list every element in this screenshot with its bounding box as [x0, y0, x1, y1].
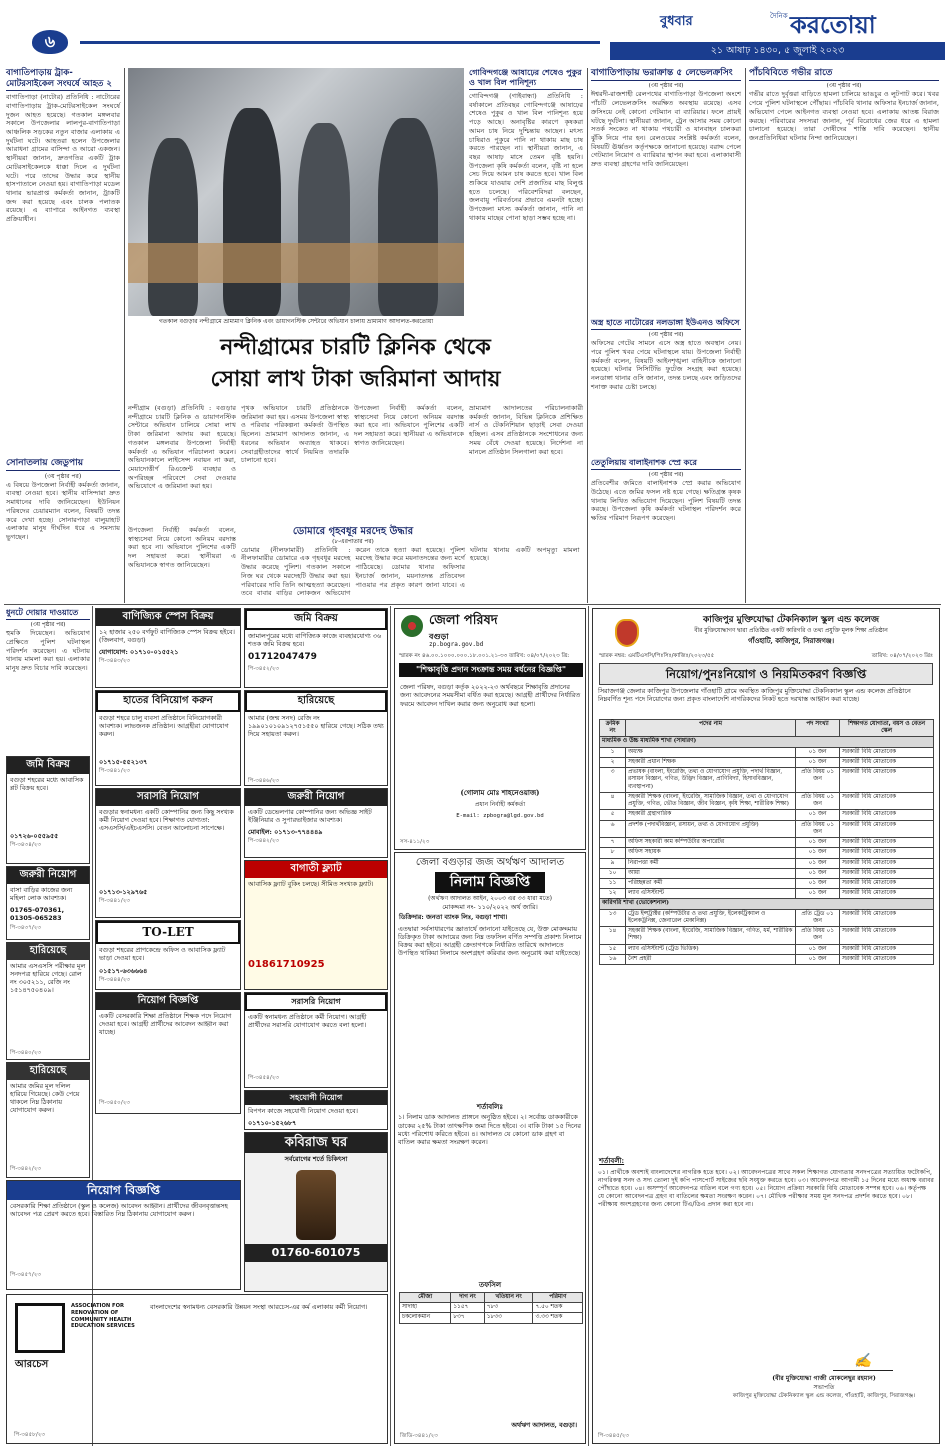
story-body: প্রতিবেশীর জমিতে বালাইনাশক স্প্রে করার অভিযোগ উঠেছে। এতে জমির ফসল নষ্ট হয়ে গেছে। ক্ষতিগ্রস্ত কৃষক থানায় লিখিত অভিযোগ দিয়েছেন। পুলিশ বিষয়টি তদন্ত করছে। উপজেলা কৃষি কর্মকর্তা ঘটনাস্থল পরিদর্শন করে ক্ষতির পরিমাণ নিরূপণ করেছেন।: [591, 479, 741, 523]
ad-contact: ০১৭১৩-১২৯৭৬৫: [99, 887, 148, 896]
story-title: তেতুলিয়ায় বালাইনাশক স্প্রে করে: [591, 458, 741, 470]
table-cell: ৩: [600, 768, 626, 793]
masthead-brand: করতোয়া: [790, 11, 876, 39]
table-cell: ২: [600, 757, 626, 767]
table-cell: সরকারী বিধি মোতাবেক: [840, 944, 934, 954]
ad-body: বগুড়ার স্বনামধন্য একটি কোম্পানির জন্য কিছু সংখ্যক কর্মী নিয়োগ দেওয়া হবে। শিক্ষাগত যোগ্যতা: এসএসসি/এইচএসসি। বেতন আলোচনা সাপেক্ষে।: [99, 807, 234, 833]
ad-body: বগুড়া শহরে চালু ব্যবসা প্রতিষ্ঠানে বিনিয়োগকারী আবশ্যক। লাভজনক প্রতিষ্ঠান। আগ্রহীরা যোগাযোগ করুন।: [99, 713, 229, 739]
table-cell: ১১: [600, 878, 626, 888]
ad-title: সহযোগী নিয়োগ: [245, 1091, 387, 1105]
story-body: হুমকি দিয়েছেন। অভিযোগ প্রেক্ষিতে পুলিশ ঘটনাস্থল পরিদর্শন করেছেন। এ ঘটনায় থানায় মামলা করা হয়। এলাকার মানুষ দ্রুত বিচার দাবি করেছেন।: [6, 629, 90, 673]
ad-contact: ০১৫১৭-৬৩৬৬৬৪: [99, 966, 148, 975]
ad-contact: যোগাযোগ: ০১৭১০-০১৫৫২১: [99, 648, 179, 657]
nandigram-body-4: ভ্রাম্যমাণ আদালতের পরিচালনাকারী কর্মকর্তা জানান, বিভিন্ন ক্লিনিকে প্রশিক্ষিত নার্স ও টেকনিশিয়ান ছাড়াই সেবা দেওয়া হচ্ছিল। এসব প্রতিষ্ঠানকে সংশোধনের জন্য সময় বেঁধে দেওয়া হয়েছে। নির্দেশনা না মানলে প্রতিষ্ঠান সিলগালা করা হবে।: [469, 404, 583, 456]
zila-parishad-notice: [394, 608, 586, 850]
cell: ৭৮৩: [484, 1303, 533, 1313]
ad-title: বাগাতী ফ্ল্যাট: [245, 861, 387, 878]
schedule-col: মৌজা: [400, 1293, 451, 1303]
table-cell: ১: [600, 747, 626, 757]
table-cell: ৮: [600, 848, 626, 858]
ad-lost-1: [244, 690, 388, 786]
table-cell: সরকারী বিধি মোতাবেক: [840, 878, 934, 888]
ad-bagatipara-flat: [244, 860, 388, 990]
story-title: গোবিন্দগঞ্জে আষাঢ়ের শেষেও পুকুর ও খাল বিল পানিশূন্য: [469, 68, 583, 90]
table-cell: ১৫: [600, 944, 626, 954]
story-gobindaganj: [469, 68, 583, 333]
story-body: এ বিষয়ে উপজেলা নির্বাহী কর্মকর্তা জানান, ব্যবস্থা নেওয়া হবে। স্থানীয় বাসিন্দারা দ্রুত সমাধানের দাবি জানিয়েছেন। ইউনিয়ন পরিষদের চেয়ারম্যান বলেন, বিষয়টি তদন্ত করে দেখা হচ্ছে। সোনারপাড়া বালুয়াহাট এলাকার মানুষ দীর্ঘদিন ধরে এ সমস্যায় ভুগছেন।: [6, 480, 120, 541]
ad-body: আমার (জন্ম সনদ) রেজি নং ১৯৯০১০১০৯১২৭৫১৫৫০ হারিয়ে গেছে। সঠিক তথ্য দিয়ে সহায়তা করুন।: [248, 713, 384, 739]
kazipur-logo-icon: [615, 619, 639, 647]
story-subtitle: (৩য় পৃষ্ঠার পর): [648, 472, 684, 478]
ad-body: আমার এসএসসি পরীক্ষার মূল সনদপত্র হারিয়ে গেছে। রোল নং ৩০৫২১১, রেজি নং ১৫১৪৭৫০৪০৯।: [10, 961, 86, 995]
table-cell: প্রদর্শক (পদার্থবিজ্ঞান, রসায়ন, তথ্য ও যোগাযোগ প্রযুক্তি): [626, 820, 796, 837]
ad-title: জরুরী নিয়োগ: [245, 789, 387, 806]
ad-body: ১২ হাজার ২৫০ বর্গফুট বাণিজ্যিক স্পেস বিক্রয় হইবে। (জিলবাগ, বগুড়া): [99, 627, 235, 644]
kazipur-memo-date: তারিখ: ০৪/০৭/২০২৩ খ্রিঃ: [871, 653, 933, 659]
cell: সাদাহা: [400, 1303, 451, 1313]
bd-emblem-icon: [401, 615, 423, 637]
table-cell: প্রতি বিষয় ০১ জন: [796, 927, 840, 944]
ad-ref: জিডি-৩৪৪১/২৩: [400, 1433, 438, 1440]
table-cell: সহকারী গ্রন্থাগারিক: [626, 810, 796, 820]
story-body: ঈশ্বরদী-রাজশাহী রেলপথের বাগাতিপাড়া উপজেলা অংশে পাঁচটি লেভেলক্রসিং অরক্ষিত অবস্থায় রয়েছে। এসব ক্রসিংয়ে নেই কোনো গেটম্যান বা ব্যারিয়ার। ফলে প্রায়ই ঘটছে দুর্ঘটনা। স্থানীয়রা জানান, ট্রেন আসার সময় কোনো সতর্ক সংকেত না থাকায় পথচারী ও যানবাহন চালকরা ঝুঁকি নিয়ে পার হন। রেলওয়ের সংশ্লিষ্ট কর্মকর্তা বলেন, বিষয়টি ঊর্ধ্বতন কর্তৃপক্ষকে জানানো হয়েছে। বরাদ্দ পেলে গেটম্যান নিয়োগ ও ব্যারিয়ার স্থাপন করা হবে। এলাকাবাসী দ্রুত ব্যবস্থা গ্রহণের দাবি জানিয়েছেন।: [591, 90, 741, 169]
table-cell: আয়া: [626, 868, 796, 878]
ad-land-sale-2: [6, 756, 90, 864]
story-body: ডোমার (নীলফামারী) প্রতিনিধি : নীলফামারীর ডোমারে এক গৃহবধূর মরদেহ উদ্ধার করেছে পুলিশ। গতকাল সকালে নিজ ঘর থেকে মরদেহটি উদ্ধার করা হয়। পরিবারের দাবি তিনি আত্মহত্যা করেছেন। তবে বাবার বাড়ির লোকজন অভিযোগ করেন তাকে হত্যা করা হয়েছে। পুলিশ মরদেহ উদ্ধার করে ময়নাতদন্তের জন্য মর্গে পাঠিয়েছে। ডোমার থানার অফিসার ইনচার্জ জানান, ময়নাতদন্ত প্রতিবেদন পাওয়ার পর প্রকৃত কারণ জানা যাবে। এ ঘটনায় থানায় একটি অপমৃত্যু মামলা হয়েছে।: [241, 545, 580, 598]
table-cell: সরকারী বিধি মোতাবেক: [840, 810, 934, 820]
table-cell: সরকারী বিধি মোতাবেক: [840, 757, 934, 767]
ad-subtitle: সর্বরোগের শর্তে চিকিৎসা: [284, 1155, 348, 1164]
table-cell: ০১ জন: [796, 838, 840, 848]
ad-body: বাংলাদেশের স্বনামধন্য বেসরকারি উন্নয়ন সংস্থা আরচেস-এর কর্ম এলাকায় কর্মী নিয়োগ।: [150, 1303, 368, 1311]
kazipur-institution: কাজিপুর মুক্তিযোদ্ধা টেকনিক্যাল স্কুল এন্ড কলেজ: [702, 615, 880, 625]
ad-title: জরুরী নিয়োগ: [7, 867, 89, 884]
ad-title: নিয়োগ বিজ্ঞপ্তি: [96, 993, 240, 1010]
table-col: ক্রমিক নং: [600, 720, 626, 737]
kazipur-signer-role: সভাপতি: [813, 1384, 835, 1391]
schedule-col: খতিয়ান নং: [484, 1293, 533, 1303]
table-row: [600, 944, 934, 954]
story-bagatipara-accident: [6, 68, 120, 448]
ad-lost-3: [6, 1062, 90, 1178]
nandigram-body-2: পৃথক অভিযানে চারটি প্রতিষ্ঠানকে জরিমানা করা হয়। এসময় উপজেলা স্বাস্থ্য ও পরিবার পরিকল্পনা কর্মকর্তা উপস্থিত ছিলেন। ভ্রাম্যমাণ আদালত জানান, এ ধরনের অভিযান অব্যাহত থাকবে। সেবাগ্রহীতাদের স্বার্থে নিয়মিত তদারকি চালানো হবে।: [241, 404, 349, 465]
nandigram-body-cont: উপজেলা নির্বাহী কর্মকর্তা বলেন, স্বাস্থ্যসেবা নিয়ে কোনো অনিয়ম বরদাস্ত করা হবে না। অভিযানে পুলিশের একটি দল সহায়তা করে। স্থানীয়রা এ অভিযানকে স্বাগত জানিয়েছেন।: [128, 526, 236, 569]
ad-ref: পি-৩৪৪৬/২৩: [248, 777, 279, 784]
table-row: [600, 848, 934, 858]
nilam-subtitle: (অর্থঋণ আদালত আইন, ২০০৩ এর ৩৩ ধারা মতে): [428, 895, 552, 902]
arches-name: ASSOCIATION FOR RENOVATION OF COMMUNITY HEALTH EDUCATION SERVICES: [71, 1303, 135, 1330]
table-cell: ০১ জন: [796, 944, 840, 954]
zila-email: E-mail: zpbogra@lgd.gov.bd: [456, 813, 544, 819]
ad-ref: পি-৩৪৩৪/২৩: [10, 841, 41, 848]
table-row: [600, 889, 934, 899]
table-cell: প্রভাষক (বাংলা, ইংরেজি, তথ্য ও যোগাযোগ প্রযুক্তি, পদার্থ বিজ্ঞান, রসায়ন বিজ্ঞান, গণিত, উদ্ভিদ বিজ্ঞান, প্রাণিবিদ্যা, হিসাববিজ্ঞান, ব্যবস্থাপনা): [626, 768, 796, 793]
table-cell: সরকারী বিধি মোতাবেক: [840, 820, 934, 837]
story-subtitle: (৩য় পৃষ্ঠার পর): [648, 332, 684, 338]
kazipur-signer-address: কাজিপুর মুক্তিযোদ্ধা টেকনিক্যাল স্কুল এন্ড কলেজ, গাঁওহাটি, কাজিপুর, সিরাজগঞ্জ।: [732, 1393, 916, 1399]
ad-contact: ০১৭২৬-০৫৫৯৫৫: [10, 831, 59, 840]
nilam-case: মোকদ্দমা নং- ১১০/২০২২ অর্থ জারি।: [442, 902, 538, 911]
story-natore-uno: [591, 318, 741, 456]
nandigram-photo: [128, 68, 464, 316]
story-bagatipara-levelcrossing: [591, 68, 741, 313]
zila-signer-role: প্রধান নির্বাহী কর্মকর্তা: [474, 801, 526, 808]
table-row: [600, 792, 934, 809]
ad-body: একটি স্বনামধন্য প্রতিষ্ঠানে কর্মী নিয়োগ। আগ্রহী প্রার্থীদের সরাসরি যোগাযোগ করতে বলা হলো।: [248, 1013, 367, 1030]
table-row: [600, 878, 934, 888]
table-cell: সরকারী বিধি মোতাবেক: [840, 768, 934, 793]
table-col: শিক্ষাগত যোগ্যতা, বয়স ও বেতন স্কেল: [840, 720, 934, 737]
ad-title: জমি বিক্রয়: [7, 757, 89, 774]
table-cell: ল্যাব এসিস্ট্যান্ট: [626, 889, 796, 899]
story-title: বাগাতিপাড়ায় ভরাক্রান্ত ৫ লেভেলক্রসিং: [591, 68, 741, 81]
nandigram-body-3: উপজেলা নির্বাহী কর্মকর্তা বলেন, স্বাস্থ্যসেবা নিয়ে কোনো অনিয়ম বরদাস্ত করা হবে না। অভিযানে পুলিশের একটি দল সহায়তা করে। স্থানীয়রা এ অভিযানকে স্বাগত জানিয়েছেন।: [354, 404, 464, 447]
ad-ref: পি-৩৪৪৪/২৩: [99, 976, 130, 983]
nilam-title: নিলাম বিজ্ঞপ্তি: [435, 872, 545, 894]
arches-logo-icon: [15, 1303, 65, 1353]
table-cell: সরকারী বিধি মোতাবেক: [840, 909, 934, 926]
table-cell: ০১ জন: [796, 757, 840, 767]
masthead-rule: [80, 41, 600, 44]
table-cell: সরকারী বিধি মোতাবেক: [840, 927, 934, 944]
ad-ref: পি-৩৪৫৮/২৩: [14, 1432, 45, 1439]
ad-title: জমি বিক্রয়: [245, 609, 387, 630]
table-cell: সরকারী বিধি মোতাবেক: [840, 858, 934, 868]
table-row: [600, 954, 934, 964]
zila-place: বগুড়া: [429, 631, 449, 641]
masthead-brand-small: দৈনিক: [770, 12, 788, 20]
zila-title: জেলা পরিষদ: [429, 613, 498, 628]
ad-small-notice: [244, 992, 388, 1088]
ad-land-sale-1: [244, 608, 388, 688]
ad-direct-hiring: [95, 788, 241, 918]
table-row: [600, 747, 934, 757]
ad-to-let: [95, 920, 241, 990]
ad-arches: [6, 1294, 388, 1444]
ad-body: বিপণন কাজে সহযোগী নিয়োগ দেওয়া হবে।: [248, 1107, 358, 1115]
table-section-row: [600, 737, 934, 747]
table-cell: ৫: [600, 810, 626, 820]
section-label: মাধ্যমিক ও উচ্চ মাধ্যমিক শাখা (সাধারণ): [600, 737, 934, 747]
story-subtitle: (৩য় পৃষ্ঠার পর): [30, 622, 66, 628]
cell: ১৮৩৩: [484, 1313, 533, 1323]
story-domar: [241, 526, 580, 603]
kazipur-signer: (বীর মুক্তিযোদ্ধা গাজী মোকলেছুর রহমান): [772, 1375, 876, 1382]
table-cell: ০১ জন: [796, 858, 840, 868]
ad-body: জামালপুরের মধ্যে বাণিজ্যিক কাজে ব্যবহারযোগ্য ৩৬ শতক জমি বিক্রয় হবে।: [248, 631, 382, 648]
nandigram-body-1: নন্দীগ্রাম (বগুড়া) প্রতিনিধি : বগুড়ার নন্দীগ্রামে চারটি ক্লিনিক ও ডায়াগনস্টিক সেন্টারে অভিযান চালিয়ে সোয়া লাখ টাকা জরিমানা আদায় করা হয়েছে। গতকাল মঙ্গলবার উপজেলা নির্বাহী কর্মকর্তা এ অভিযান পরিচালনা করেন। অভিযানকালে লাইসেন্স নবায়ন না করা, মেয়াদোত্তীর্ণ রিএজেন্ট ব্যবহার ও অপরিচ্ছন্ন পরিবেশে সেবা দেওয়ার অভিযোগে এ জরিমানা করা হয়।: [128, 404, 236, 491]
ad-lost-2: [6, 942, 90, 1060]
ad-contact: 01712047479: [248, 652, 317, 663]
ad-ref: পি-৩৪৪১/২৩: [99, 767, 130, 774]
story-body: গভীর রাতে দুর্বৃত্তরা বাড়িতে হামলা চালিয়ে ভাঙচুর ও লুটপাট করে। খবর পেয়ে পুলিশ ঘটনাস্থলে পৌঁছায়। পাঁচবিবি থানার অফিসার ইনচার্জ জানান, অভিযোগ পেলে আইনগত ব্যবস্থা নেওয়া হবে। এলাকায় আতঙ্ক বিরাজ করছে। পরিবারের সদস্যরা জানান, পূর্ব বিরোধের জের ধরে এ হামলা চালানো হয়েছে। তারা দোষীদের শাস্তি দাবি করেছেন। স্থানীয় জনপ্রতিনিধিরা ঘটনার নিন্দা জানিয়েছেন।: [749, 90, 939, 142]
ad-body: একটি বেসরকারি শিক্ষা প্রতিষ্ঠানে শিক্ষক পদে নিয়োগ দেওয়া হবে। আগ্রহী প্রার্থীদের আবেদন আহ্বান করা যাচ্ছে।: [99, 1011, 232, 1037]
ad-body: বেসরকারি শিক্ষা প্রতিষ্ঠানে (স্কুল ও কলেজ) আবেদন আহ্বান। প্রার্থীদের জীবনবৃত্তান্তসহ আবেদন পত্র প্রেরণ করতে হবে। বিস্তারিত নিম্ন ঠিকানায় যোগাযোগ করুন।: [10, 1202, 228, 1219]
ad-title: TO-LET: [96, 921, 240, 944]
table-col: পদের নাম: [626, 720, 796, 737]
ad-contact: ০১৭১৫-৫৫২১৩৭: [99, 757, 148, 766]
table-cell: সরকারী বিধি মোতাবেক: [840, 792, 934, 809]
table-cell: ০১ জন: [796, 889, 840, 899]
ad-title: সরাসরি নিয়োগ: [96, 789, 240, 806]
story-title: সোনাতলায় জেডুপায়: [6, 458, 120, 471]
nilam-signer: অর্থঋণ আদালত, বগুড়া।: [511, 1421, 577, 1429]
ad-ref: পি-৩৪৫২/২৩: [248, 665, 279, 672]
table-row: [600, 909, 934, 926]
table-cell: সরকারী বিধি মোতাবেক: [840, 889, 934, 899]
table-section-row: [600, 899, 934, 909]
photo-caption: গতকাল বগুড়ার নন্দীগ্রামে ভ্রাম্যমাণ ক্লিনিক এবং ডায়াগনস্টিক সেন্টারে অভিযান চালায় ভ্রাম্যমাণ আদালত-করতোয়া: [158, 318, 434, 325]
table-cell: ০১ জন: [796, 747, 840, 757]
story-dhunat: [6, 608, 90, 754]
table-cell: ৭: [600, 838, 626, 848]
nilam-schedule-title: তফসিল: [478, 1280, 502, 1290]
table-cell: ০১ জন: [796, 954, 840, 964]
nandigram-headline: [128, 332, 583, 400]
masthead-date-bar: ২১ আষাঢ় ১৪৩০, ৫ জুলাই ২০২৩: [610, 42, 945, 60]
masthead-day: বুধবার: [660, 14, 693, 29]
ad-contact: 01760-601075: [245, 1244, 387, 1262]
ad-title: সরাসরি নিয়োগ: [245, 993, 387, 1011]
nilam-terms: ১। নিলাম ডাক আদালত প্রাঙ্গনে অনুষ্ঠিত হইবে। ২। সর্বোচ্চ ডাককারীকে ডাকের ২৫% টাকা তাৎক্ষণিক জমা দিতে হইবে। ৩। বাকি টাকা ১৫ দিনের মধ্যে পরিশোধ করিতে হইবে। ৪। আদালত যে কোনো ডাক গ্রহণ বা বাতিল করার ক্ষমতা সংরক্ষণ করেন।: [398, 1113, 581, 1147]
ad-body: আমার জমির মূল দলিল হারিয়ে গিয়েছে। কেউ পেয়ে থাকলে নিম্ন ঠিকানায় যোগাযোগ করুন।: [10, 1081, 80, 1115]
ad-ref: পি-৩৪৪৩/২৩: [99, 658, 130, 665]
ad-title: বাণিজ্যিক স্পেস বিক্রয়: [96, 609, 240, 626]
cell: ৮৩৭: [451, 1313, 484, 1323]
table-row: [600, 757, 934, 767]
table-cell: প্রতি ট্রেড ০১ জন: [796, 909, 840, 926]
ad-title: কবিরাজ ঘর: [245, 1133, 387, 1153]
ad-contact: মোবাইল: ০১৭১৩-৭৭৪৪৪৯: [248, 828, 323, 837]
story-body: বাগাতিপাড়া (নাটোর) প্রতিনিধি : নাটোরের বাগাতিপাড়ায় ট্রাক-মোটরসাইকেল সংঘর্ষে দুজন আহত হয়েছে। গতকাল মঙ্গলবার সকালে উপজেলার লালপুর-বাগাতিপাড়া আঞ্চলিক সড়কের নতুন বাজার এলাকায় এ দুর্ঘটনা ঘটে। আহতরা হলেন উপজেলার আরাধনা গ্রামের বাসিন্দা ও আরো একজন। স্থানীয়রা জানান, দ্রুতগতির একটি ট্রাক মোটরসাইকেলকে ধাক্কা দিলে এ দুর্ঘটনা ঘটে। পরে তাদের উদ্ধার করে স্থানীয় হাসপাতালে নেওয়া হয়। বাগাতিপাড়া মডেল থানার ভারপ্রাপ্ত কর্মকর্তা জানান, ট্রাকটি জব্দ করা হয়েছে এবং চালক পলাতক রয়েছে। এ ব্যাপারে আইনগত ব্যবস্থা প্রক্রিয়াধীন।: [6, 93, 120, 224]
table-cell: অফিস সহায়ক: [626, 848, 796, 858]
story-sonatola: [6, 458, 120, 603]
ad-body: আবাসিক ফ্ল্যাট বুকিং চলছে। সীমিত সংখ্যক ফ্ল্যাট।: [248, 879, 374, 888]
table-cell: ০১ জন: [796, 810, 840, 820]
herb-image-icon: [296, 1170, 336, 1240]
schedule-col: দাগ নং: [451, 1293, 484, 1303]
ad-title: হারিয়েছে: [7, 1063, 89, 1080]
ad-ref: পি-৩৪৪২/২৩: [10, 1165, 41, 1172]
nilam-court: জেলা বগুড়ার জজ অর্থঋণ আদালত: [415, 857, 565, 868]
story-body: গোবিন্দগঞ্জ (গাইবান্ধা) প্রতিনিধি : বর্ষাকালে প্রতিবছর গোবিন্দগঞ্জে আষাঢ়ের শেষেও পুকুর ও খাল বিল পানিশূন্য হয়ে পড়ে আছে। অনাবৃষ্টির কারণে কৃষকরা আমন চাষ নিয়ে দুশ্চিন্তায় আছেন। মৎস্য চাষিরাও পুকুরে পানি না থাকায় মাছ চাষ করতে পারছেন না। স্থানীয়রা জানান, এ বছর আষাঢ় মাসে তেমন বৃষ্টি হয়নি। উপজেলা কৃষি কর্মকর্তা বলেন, বৃষ্টি না হলে সেচ দিয়ে আমন চাষ করতে হবে। খাল বিল শুকিয়ে যাওয়ায় দেশি প্রজাতির মাছ বিলুপ্ত হতে চলেছে। পরিবেশবিদরা বলছেন, জলবায়ু পরিবর্তনের প্রভাবে এমনটা হচ্ছে। উপজেলা মৎস্য কর্মকর্তা জানান, পানি না থাকায় মাছের পোনা ছাড়া সম্ভব হচ্ছে না।: [469, 92, 583, 222]
ad-body: একটি ডেভেলপার কোম্পানির জন্য অভিজ্ঞ সাইট ইঞ্জিনিয়ার ও সুপারভাইজার আবশ্যক।: [248, 807, 372, 824]
table-cell: প্রতি বিষয় ০১ জন: [796, 768, 840, 793]
ad-contact: 01861710925: [248, 958, 325, 970]
ad-contact: ০১৭১০-১৫২৬৮৭: [248, 1119, 297, 1128]
table-cell: ১০: [600, 868, 626, 878]
story-title: ধুনটে দোয়ার দাওয়াতে: [6, 608, 90, 620]
story-title: পাঁচবিবিতে গভীর রাতে: [749, 68, 939, 81]
kazipur-intro: সিরাজগঞ্জ জেলার কাজিপুর উপজেলার গাঁওহাটি গ্রামে অবস্থিত কাজিপুর মুক্তিযোদ্ধা টেকনিক্যাল স্কুল এন্ড কলেজ প্রতিষ্ঠানে নিম্নবর্ণিত শূন্য পদে নিয়োগের জন্য প্রকৃত বাংলাদেশি নাগরিকদের নিকট হতে দরখাস্ত আহ্বান করা যাচ্ছে।: [598, 687, 911, 704]
arches-short: আরচেস: [15, 1359, 49, 1370]
ad-recruit-1: [95, 992, 241, 1114]
ad-ref: পি-৩৪৪০/২৩: [10, 1049, 41, 1056]
table-cell: ১৩: [600, 909, 626, 926]
ad-ref: পি-৩৪৩৭/২৩: [10, 924, 41, 931]
table-cell: ল্যাব এসিস্ট্যান্ট (ট্রেড ভিত্তিক): [626, 944, 796, 954]
signature-icon: ✍: [833, 1353, 893, 1371]
ad-title: হারিয়েছে: [7, 943, 89, 960]
table-cell: অধ্যক্ষ: [626, 747, 796, 757]
headline-line-1: নন্দীগ্রামের চারটি ক্লিনিক থেকে: [220, 335, 491, 360]
masthead: [0, 0, 945, 62]
ad-commercial-space: [95, 608, 241, 688]
table-cell: ট্রেড ইন্সট্রাক্টর (কম্পিউটার ও তথ্য প্রযুক্তি, ইলেকট্রিক্যাল ও ইলেকট্রনিক্স, জেনারেল মেকানিক্স): [626, 909, 796, 926]
kazipur-subline: বীর মুক্তিযোদ্ধাগণ দ্বারা প্রতিষ্ঠিত একটি কারিগরি ও তথ্য প্রযুক্তি মূলক শিক্ষা প্রতিষ্ঠান: [694, 628, 888, 634]
kazipur-recruitment: [592, 608, 940, 1444]
ad-kabiraj: [244, 1132, 388, 1292]
ad-urgent-hiring-1: [244, 788, 388, 858]
story-title: বাগাতিপাড়ায় ট্রাক-মোটরসাইকেল সংঘর্ষে আহত ২: [6, 68, 120, 91]
table-cell: সহকারী প্রধান শিক্ষক: [626, 757, 796, 767]
table-cell: ১৬: [600, 954, 626, 964]
table-cell: প্রতি বিষয় ০১ জন: [796, 820, 840, 837]
zila-headline: "শিক্ষাবৃত্তি প্রদান সংক্রান্ত সময় বর্ধনের বিজ্ঞপ্তি": [399, 663, 583, 677]
story-tetulia: [591, 458, 741, 603]
kazipur-address: গাঁওহাটি, কাজিপুর, সিরাজগঞ্জ।: [747, 637, 835, 645]
table-cell: প্রতি বিষয় ০১ জন: [796, 792, 840, 809]
ad-recruit-2: [6, 1180, 241, 1290]
kazipur-terms: ০১। প্রার্থীকে অবশ্যই বাংলাদেশের নাগরিক হতে হবে। ০২। আবেদনপত্রের সাথে সকল শিক্ষাগত যোগ্যতার সনদপত্রের সত্যায়িত ফটোকপি, নাগরিকত্ব সনদ ও সদ্য তোলা দুই কপি পাসপোর্ট সাইজের ছবি সংযুক্ত করতে হবে। ০৩। আবেদনপত্র আগামী ১৫ দিনের মধ্যে অধ্যক্ষ বরাবর পৌঁছাতে হবে। ০৪। অসম্পূর্ণ আবেদনপত্র বাতিল বলে গণ্য হবে। ০৫। নিয়োগ প্রক্রিয়া সরকারি বিধি মোতাবেক সম্পন্ন হবে। ০৬। কর্তৃপক্ষ যে কোনো আবেদনপত্র গ্রহণ বা বাতিলের ক্ষমতা সংরক্ষণ করেন। ০৭। মৌখিক পরীক্ষার সময় মূল সনদপত্র প্রদর্শন করতে হবে। ০৮। পরীক্ষায় অংশগ্রহণের জন্য কোনো টিএ/ডিএ প্রদান করা হবে না।: [598, 1169, 934, 1209]
table-cell: ১২: [600, 889, 626, 899]
story-panchbibi: [749, 68, 939, 603]
ad-ref: পি-৩৪৪৫/২৩: [598, 1433, 629, 1440]
kazipur-post-table: [599, 719, 934, 965]
table-row: [600, 868, 934, 878]
table-cell: নিরাপত্তা কর্মী: [626, 858, 796, 868]
table-cell: সহকারী শিক্ষক (বাংলা, ইংরেজি, সামাজিক বিজ্ঞান, গণিত, ধর্ম, শারীরিক শিক্ষা): [626, 927, 796, 944]
table-cell: ১৪: [600, 927, 626, 944]
ad-body: বগুড়া শহরের মধ্যে আবাসিক প্লট বিক্রয় হবে।: [10, 775, 84, 792]
ad-ref: পি-৩৪৫৭/২৩: [10, 1272, 41, 1278]
table-cell: সরকারী বিধি মোতাবেক: [840, 848, 934, 858]
section-label: কারিগরি শাখা (ভোকেশনাল): [600, 899, 934, 909]
table-cell: পরিচ্ছন্নতা কর্মী: [626, 878, 796, 888]
kazipur-title: নিয়োগ/পুনঃনিয়োগ ও নিয়মিতকরণ বিজ্ঞপ্তি: [599, 663, 933, 685]
kazipur-terms-title: শর্তাবলী:: [599, 1156, 625, 1165]
nilam-notice: [394, 852, 586, 1444]
zila-signer: (গোলাম মোঃ শাহনেওয়াজ): [460, 788, 540, 797]
zila-website: zp.bogra.gov.bd: [429, 641, 484, 648]
ad-title: হাতের বিনিয়োগ করুন: [96, 691, 240, 712]
ad-sohojogi: [244, 1090, 388, 1130]
headline-line-2: সোয়া লাখ টাকা জরিমানা আদায়: [210, 367, 501, 392]
story-title: ডোমারে গৃহবধূর মরদেহ উদ্ধার: [292, 526, 414, 537]
table-row: [600, 838, 934, 848]
page-number-badge: ৬: [32, 30, 68, 54]
ad-contact: 01765-070361, 01305-065283: [10, 906, 64, 923]
table-cell: ৬: [600, 820, 626, 837]
table-cell: ৪: [600, 792, 626, 809]
table-row: [600, 820, 934, 837]
story-body: অফিসের গেটের সামনে এসে অস্ত্র হাতে অবস্থান নেয়। পরে পুলিশ খবর পেয়ে ঘটনাস্থলে যায়। উপজেলা নির্বাহী কর্মকর্তা বলেন, বিষয়টি আইনশৃঙ্খলা বাহিনীকে জানানো হয়েছে। ঘটনার সিসিটিভি ফুটেজ সংগ্রহ করা হয়েছে। নলডাঙ্গা থানার ওসি জানান, তদন্ত চলছে এবং জড়িতদের শনাক্ত করার চেষ্টা চলছে।: [591, 339, 741, 391]
story-subtitle: (৩য় পৃষ্ঠার পর): [44, 473, 82, 481]
table-cell: অফিস সহকারী কাম কম্পিউটার অপারেটর: [626, 838, 796, 848]
table-cell: সরকারী বিধি মোতাবেক: [840, 747, 934, 757]
ad-ref: পি-৩৪৫৪/২৩: [248, 1075, 279, 1081]
ad-title: হারিয়েছে: [245, 691, 387, 712]
cell: চকলোকমান: [400, 1313, 451, 1323]
story-subtitle: (৩য় পৃষ্ঠার পর): [826, 83, 862, 90]
kazipur-memo: স্মারক নম্বর: এমটিএসসি/পিঃসিঃ/কাজিঃ/২০২৩/৫৫: [599, 653, 715, 659]
ad-ref: পি-৩৪৪২/২৩: [248, 838, 279, 845]
nilam-terms-title: শর্তাবলিঃ: [476, 1101, 504, 1111]
ad-title: নিয়োগ বিজ্ঞপ্তি: [7, 1181, 240, 1200]
ad-ref: সস-৪১১/২৩: [400, 839, 430, 846]
zila-body: জেলা পরিষদ, বগুড়া কর্তৃক ২০২২-২৩ অর্থবছরে শিক্ষাবৃত্তি প্রদানের জন্য আবেদনের সময়সীমা বর্ধিত করা হয়েছে। আগ্রহী প্রার্থীদের নির্ধারিত ফরমে আবেদন দাখিল করার জন্য অনুরোধ করা হলো।: [400, 683, 581, 708]
cell: ১১৫৭: [451, 1303, 484, 1313]
nilam-decree-holder: ডিক্রিদার: জনতা ব্যাংক লিঃ, বগুড়া শাখা।: [399, 912, 508, 921]
story-subtitle: (৮-এরপাতার পর): [332, 538, 374, 545]
zila-memo: স্মারক নং ৪৬.০০.১০০০.০০০.১৮.০০১.২১-৩৩ তারিখ: ০৪/০৭/২০২৩ খ্রি:: [399, 653, 570, 659]
table-cell: ০১ জন: [796, 878, 840, 888]
nilam-schedule-table: [399, 1292, 583, 1324]
ad-handover: [95, 690, 241, 786]
story-subtitle: (৩য় পৃষ্ঠার পর): [648, 83, 684, 90]
table-cell: ৯: [600, 858, 626, 868]
table-cell: সহকারী শিক্ষক (বাংলা, ইংরেজি, সামাজিক বিজ্ঞান, তথ্য ও যোগাযোগ প্রযুক্তি, গণিত, ভৌত বিজ্ঞান, জীব বিজ্ঞান, কৃষি শিক্ষা, শারীরিক শিক্ষা): [626, 792, 796, 809]
cell: ৭.৫০ শতক: [533, 1303, 583, 1313]
table-row: [400, 1303, 583, 1313]
schedule-col: পরিমাণ: [533, 1293, 583, 1303]
table-row: [600, 810, 934, 820]
ad-urgent-hiring-2: [6, 866, 90, 940]
table-row: [600, 858, 934, 868]
ad-ref: পি-৩৪৫০/২৩: [99, 1099, 130, 1106]
table-cell: সরকারী বিধি মোতাবেক: [840, 868, 934, 878]
table-cell: নৈশ প্রহরী: [626, 954, 796, 964]
table-col: পদ সংখ্যা: [796, 720, 840, 737]
table-row: [600, 927, 934, 944]
table-row: [400, 1313, 583, 1323]
cell: ৩.৩৩ শতক: [533, 1313, 583, 1323]
ad-body: বাসা বাড়ির কাজের জন্য মহিলা লোক আবশ্যক।: [10, 885, 73, 902]
table-row: [600, 768, 934, 793]
ad-ref: পি-৩৪৪১/২৩: [99, 897, 130, 904]
story-title: অস্ত্র হাতে নাটোরের নলডাঙ্গা ইউএনও অফিসে: [591, 318, 741, 330]
table-cell: সরকারী বিধি মোতাবেক: [840, 954, 934, 964]
table-cell: ০১ জন: [796, 868, 840, 878]
table-cell: ০১ জন: [796, 848, 840, 858]
table-cell: সরকারী বিধি মোতাবেক: [840, 838, 934, 848]
nilam-body: এতদ্বারা সর্বসাধারণের জ্ঞাতার্থে জানানো যাইতেছে যে, উক্ত মোকদ্দমায় ডিক্রিকৃত টাকা আদায়ের জন্য নিম্ন তফসিল বর্ণিত সম্পত্তি প্রকাশ্য নিলামে বিক্রয় করা হইবে। আগ্রহী ক্রেতাগণকে নির্ধারিত তারিখে আদালতে উপস্থিত থাকিয়া নিলামে অংশগ্রহণ করিবার জন্য অনুরোধ করা যাইতেছে।: [398, 924, 582, 958]
ad-body: বগুড়া শহরের প্রাণকেন্দ্রে অফিস ও আবাসিক ফ্ল্যাট ভাড়া দেওয়া হবে।: [99, 946, 226, 963]
